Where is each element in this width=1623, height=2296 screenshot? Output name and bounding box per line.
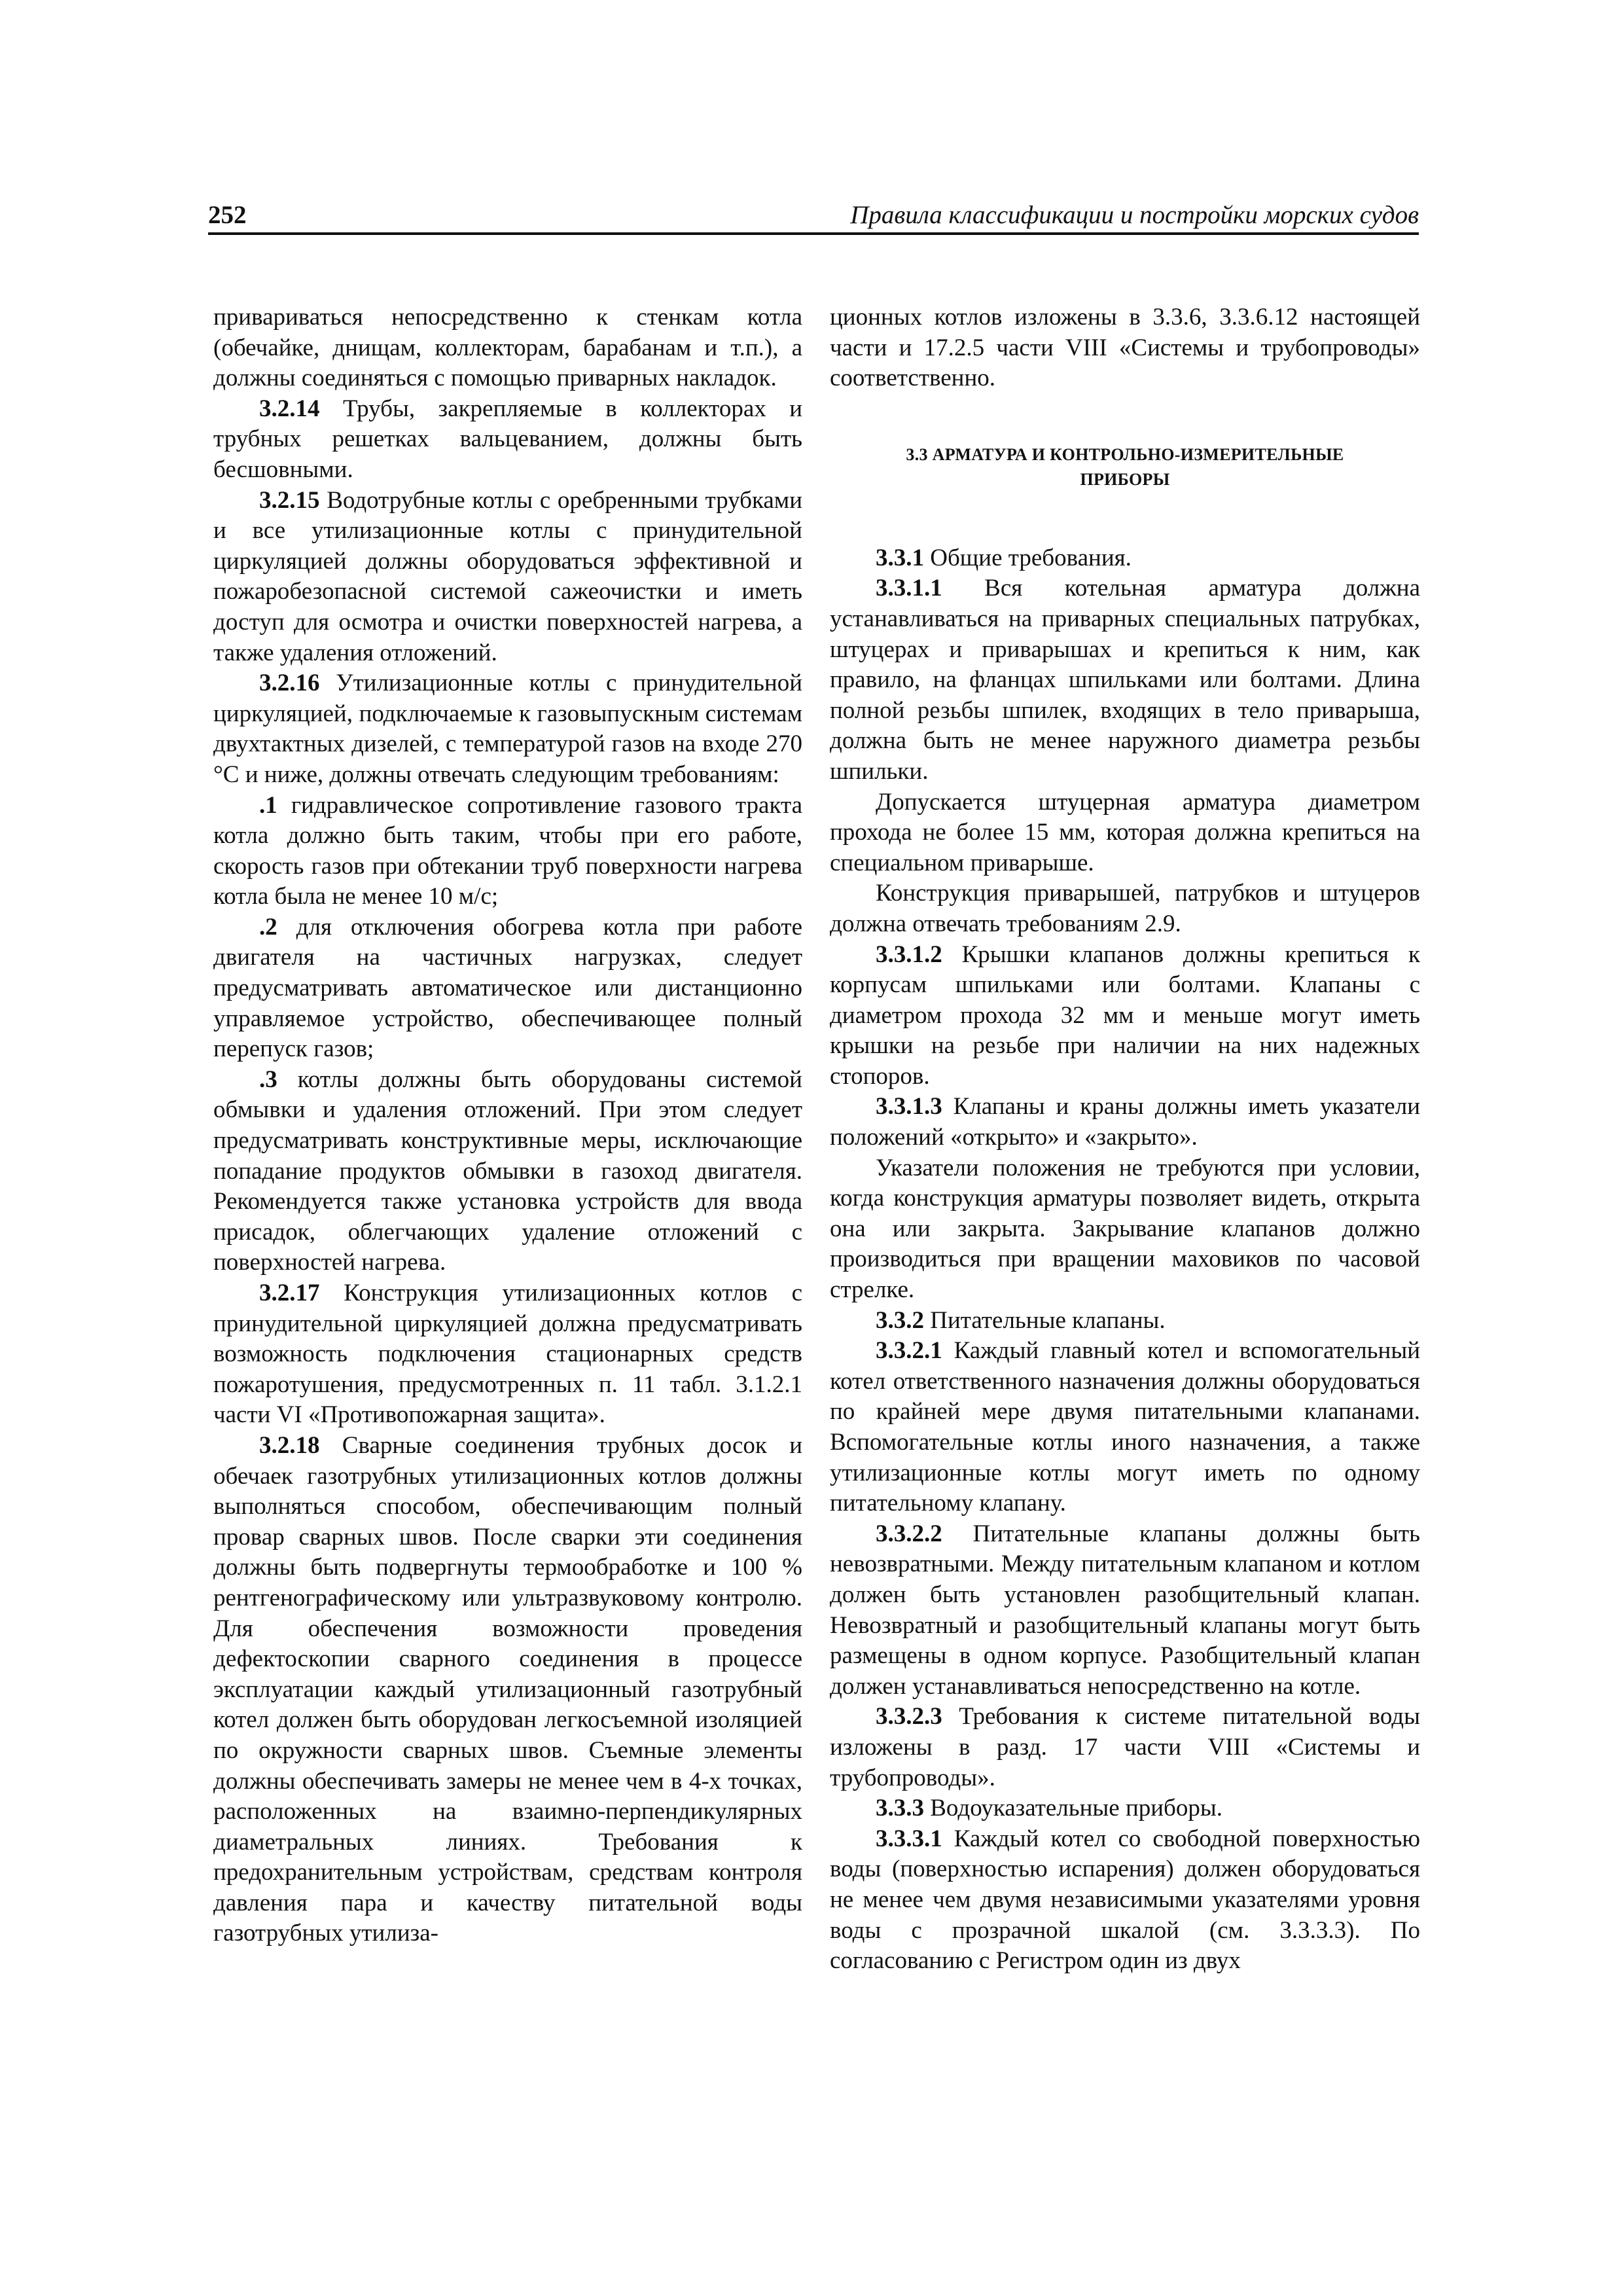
paragraph — [213, 394, 802, 486]
paragraph-text: гидравлическое сопротивление газового тракта котла должно быть таким, чтобы при его работе, скорость газов при обтекании труб поверхности нагрева котла была не менее 10 м/с; — [213, 791, 802, 910]
paragraph — [213, 912, 802, 1065]
paragraph-text: Клапаны и краны должны иметь указатели положений «открыто» и «закрыто». — [830, 1093, 1420, 1151]
clause-number: 3.3.2.2 — [876, 1520, 942, 1547]
paragraph — [830, 940, 1420, 1092]
clause-number: 3.3.2.3 — [876, 1703, 942, 1731]
clause-number: 3.2.15 — [259, 486, 320, 514]
running-title: Правила классификации и постройки морских судов — [850, 201, 1419, 229]
paragraph — [830, 787, 1420, 879]
clause-number: 3.3.3 — [876, 1795, 924, 1822]
clause-number: 3.2.18 — [259, 1431, 320, 1459]
clause-number: 3.3.2.1 — [876, 1337, 942, 1365]
paragraph-text: Водотрубные котлы с оребренными трубками и все утилизационные котлы с принудительной циркуляцией должны оборудоваться эффективной и пожаробезопасной системой сажеочистки и иметь доступ для осмотра и очистки поверхностей нагрева, а также удаления отложений. — [213, 486, 802, 666]
paragraph-text: котлы должны быть оборудованы системой обмывки и удаления отложений. При этом следует предусматривать конструктивные меры, исключающие попадание продуктов обмывки в газоход двигателя. Рекомендуется также установка устройств для ввода присадок, облегчающих удаление отложений с поверхностей нагрева. — [213, 1066, 802, 1276]
clause-number: 3.2.16 — [259, 670, 320, 697]
paragraph-text: Трубы, закрепляемые в коллекторах и трубных решетках вальцеванием, должны быть бесшовными. — [213, 395, 802, 483]
paragraph — [830, 543, 1420, 574]
clause-number: .2 — [259, 913, 277, 941]
paragraph — [213, 302, 802, 394]
right-column-body — [830, 543, 1420, 1977]
paragraph — [830, 1793, 1420, 1824]
paragraph — [213, 791, 802, 912]
paragraph-text: Сварные соединения трубных досок и обечаек газотрубных утилизационных котлов должны выполняться способом, обеспечивающим полный провар сварных швов. После сварки эти соединения должны быть подвергнуты термообработке и 100 % рентгенографическому или ультразвуковому контролю. Для обеспечения возможности проведения дефектоскопии сварного соединения в процессе эксплуатации каждый утилизационный газотрубный котел должен быть оборудован легкосъемной изоляцией по окружности сварных швов. Съемные элементы должны обеспечивать замеры не менее чем в 4-х точках, расположенных на взаимно-перпендикулярных диаметральных линиях. Требования к предохранительным устройствам, средствам контроля давления пара и качеству питательной воды газотрубных утилиза- — [213, 1431, 802, 1947]
paragraph-text: Общие требования. — [924, 544, 1132, 571]
clause-number: 3.3.1.2 — [876, 941, 942, 968]
paragraph-text: Требования к системе питательной воды изложены в разд. 17 части VIII «Системы и трубопроводы». — [830, 1703, 1420, 1791]
clause-number: .1 — [259, 791, 277, 819]
section-title-line: ПРИБОРЫ — [1080, 469, 1170, 489]
paragraph-text: Вся котельная арматура должна устанавливаться на приварных специальных патрубках, штуцерах и приварышах и крепиться к ним, как правило, на фланцах шпильками или болтами. Длина полной резьбы шпилек, входящих в тело приварыша, должна быть не менее наружного диаметра резьбы шпильки. — [830, 575, 1420, 785]
paragraph — [213, 1278, 802, 1431]
clause-number: .3 — [259, 1066, 277, 1093]
paragraph — [213, 1065, 802, 1278]
paragraph-text: привариваться непосредственно к стенкам котла (обечайке, днищам, коллекторам, барабанам и т.п.), а должны соединяться с помощью приварных накладок. — [213, 304, 802, 392]
paragraph — [830, 1306, 1420, 1336]
clause-number: 3.2.17 — [259, 1280, 320, 1306]
clause-number: 3.3.2 — [876, 1306, 924, 1334]
paragraph — [213, 486, 802, 669]
paragraph — [213, 668, 802, 790]
paragraph-text: Указатели положения не требуются при условии, когда конструкция арматуры позволяет видеть, открыта она или закрыта. Закрывание клапанов должно производиться при вращении маховиков по часовой стрелке. — [830, 1154, 1420, 1304]
paragraph — [830, 1519, 1420, 1702]
paragraph — [213, 1431, 802, 1949]
paragraph-text: Конструкция утилизационных котлов с принудительной циркуляцией должна предусматривать возможность подключения стационарных средств пожаротушения, предусмотренных п. 11 табл. 3.1.2.1 части VI «Противопожарная защита». — [213, 1280, 802, 1429]
page-number: 252 — [208, 201, 247, 229]
left-column — [213, 302, 802, 1949]
paragraph-text: для отключения обогрева котла при работе двигателя на частичных нагрузках, следует предусматривать автоматическое или дистанционно управляемое устройство, обеспечивающее полный перепуск газов; — [213, 913, 802, 1063]
paragraph — [830, 1336, 1420, 1519]
section-title-line: 3.3 АРМАТУРА И КОНТРОЛЬНО-ИЗМЕРИТЕЛЬНЫЕ — [906, 444, 1344, 464]
paragraph — [830, 1153, 1420, 1306]
paragraph — [830, 1092, 1420, 1153]
paragraph — [830, 302, 1420, 394]
paragraph — [830, 573, 1420, 787]
paragraph — [830, 878, 1420, 939]
paragraph-text: ционных котлов изложены в 3.3.6, 3.3.6.12 настоящей части и 17.2.5 части VIII «Системы и трубопроводы» соответственно. — [830, 304, 1420, 392]
paragraph — [830, 1824, 1420, 1977]
section-title — [830, 442, 1420, 492]
paragraph-text: Водоуказательные приборы. — [924, 1795, 1222, 1822]
paragraph-text: Каждый котел со свободной поверхностью воды (поверхностью испарения) должен оборудоваться не менее чем двумя независимыми указателями уровня воды с прозрачной шкалой (см. 3.3.3.3). По согласованию с Регистром один из двух — [830, 1825, 1420, 1975]
paragraph-text: Крышки клапанов должны крепиться к корпусам шпильками или болтами. Клапаны с диаметром прохода 32 мм и меньше могут иметь крышки на резьбе при наличии на них надежных стопоров. — [830, 941, 1420, 1090]
paragraph — [830, 1702, 1420, 1793]
right-column — [830, 302, 1420, 1977]
clause-number: 3.2.14 — [259, 395, 320, 422]
page-header — [208, 196, 1419, 230]
clause-number: 3.3.1.1 — [876, 575, 942, 602]
paragraph-text: Питательные клапаны должны быть невозвратными. Между питательным клапаном и котлом должен быть установлен разобщительный клапан. Невозвратный и разобщительный клапаны могут быть размещены в одном корпусе. Разобщительный клапан должен устанавливаться непосредственно на котле. — [830, 1520, 1420, 1700]
paragraph-text: Питательные клапаны. — [924, 1306, 1166, 1334]
header-rule — [208, 232, 1419, 235]
paragraph-text: Конструкция приварышей, патрубков и штуцеров должна отвечать требованиям 2.9. — [830, 880, 1420, 937]
clause-number: 3.3.1 — [876, 544, 924, 571]
clause-number: 3.3.1.3 — [876, 1093, 942, 1121]
paragraph-text: Утилизационные котлы с принудительной циркуляцией, подключаемые к газовыпускным системам двухтактных дизелей, с температурой газов на входе 270 °С и ниже, должны отвечать следующим требованиям: — [213, 670, 802, 788]
paragraph-text: Допускается штуцерная арматура диаметром прохода не более 15 мм, которая должна крепиться на специальном приварыше. — [830, 788, 1420, 876]
paragraph-text: Каждый главный котел и вспомогательный котел ответственного назначения должны оборудоваться по крайней мере двумя питательными клапанами. Вспомогательные котлы иного назначения, а также утилизационные котлы могут иметь по одному питательному клапану. — [830, 1337, 1420, 1517]
clause-number: 3.3.3.1 — [876, 1825, 942, 1852]
